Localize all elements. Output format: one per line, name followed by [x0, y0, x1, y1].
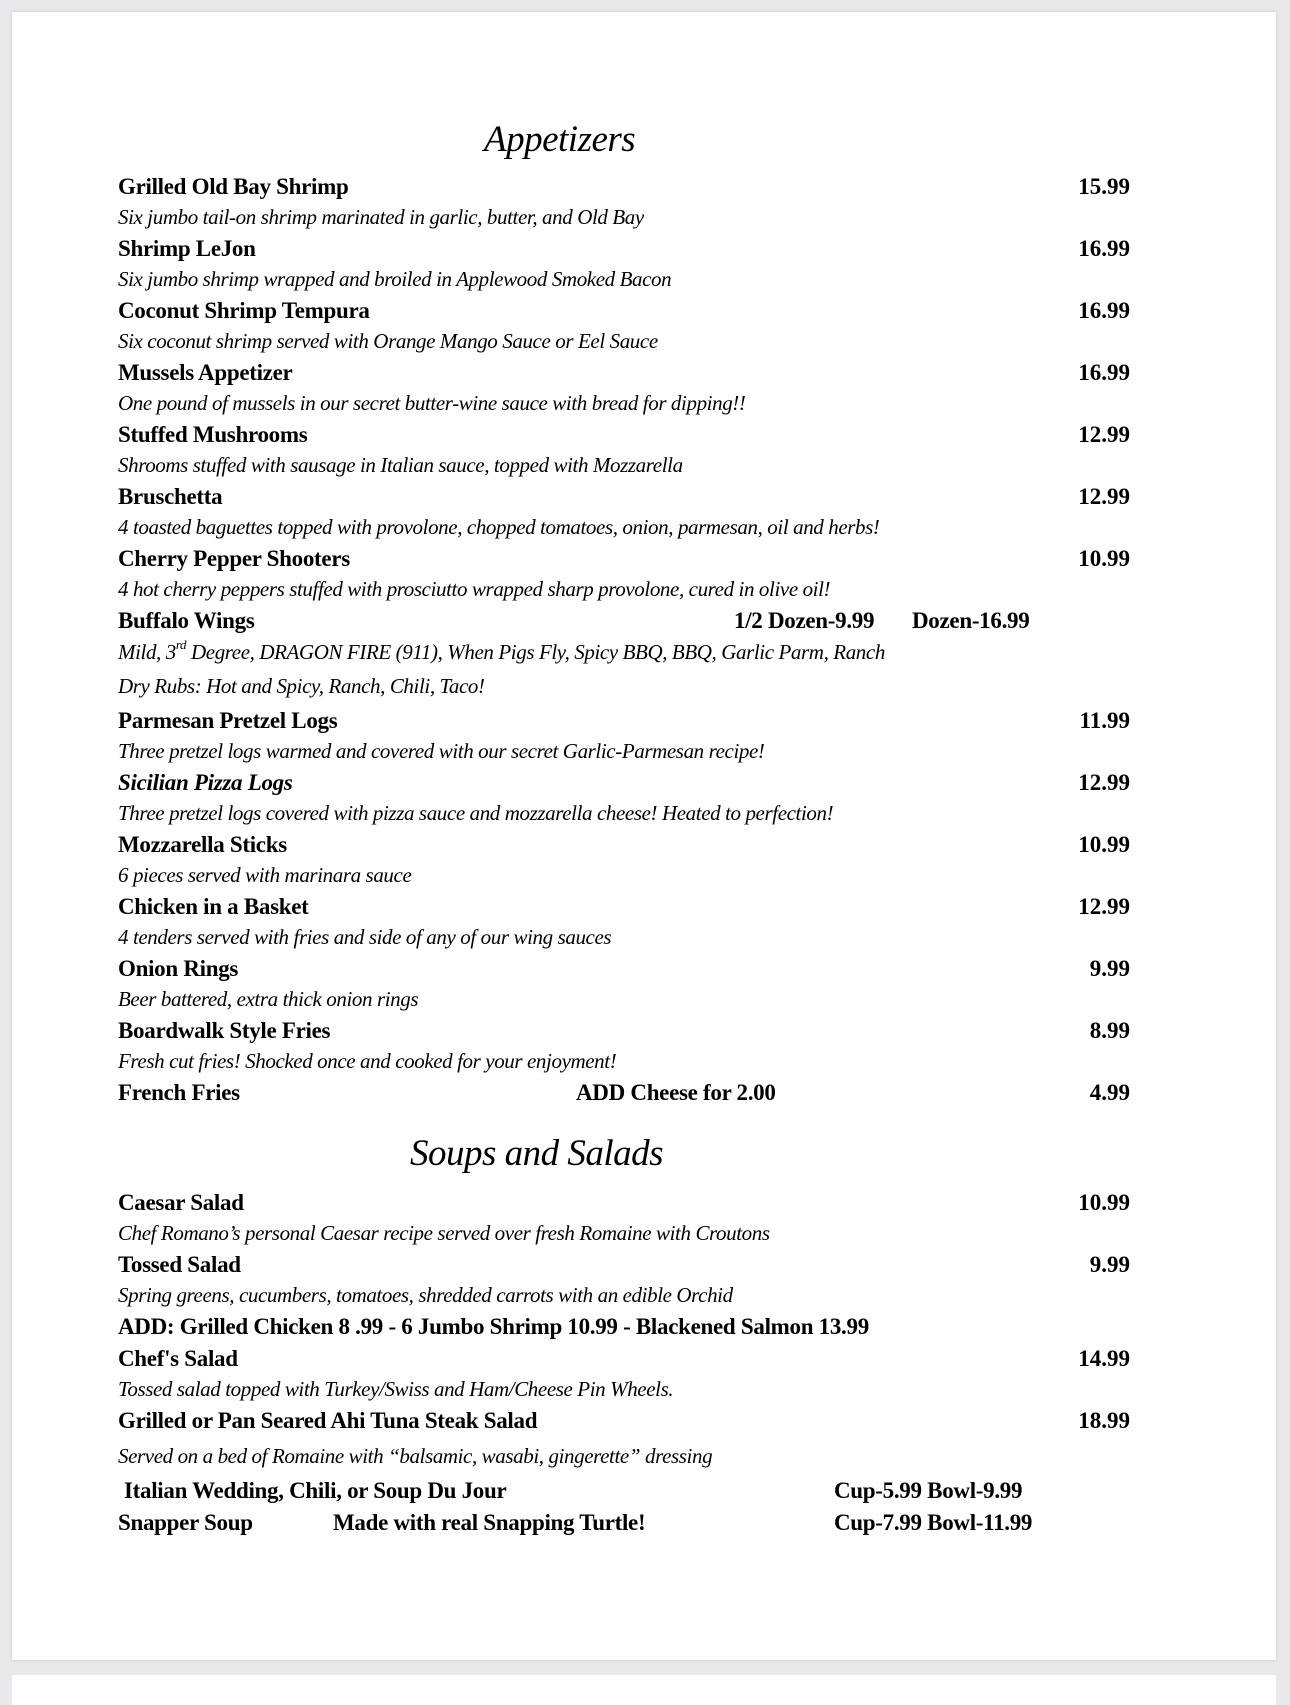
item-description: Three pretzel logs covered with pizza sauce and mozzarella cheese! Heated to perfection!	[118, 801, 834, 825]
item-name: Tossed Salad	[118, 1252, 241, 1277]
item-description: Tossed salad topped with Turkey/Swiss and Ham/Cheese Pin Wheels.	[118, 1377, 674, 1401]
item-price: 12.99	[1078, 484, 1130, 509]
item-price: 14.99	[1078, 1346, 1130, 1371]
item-description: Spring greens, cucumbers, tomatoes, shredded carrots with an edible Orchid	[118, 1283, 733, 1307]
item-name: Mussels Appetizer	[118, 360, 293, 385]
french-fries-addon: ADD Cheese for 2.00	[576, 1080, 776, 1105]
item-price: 11.99	[1079, 708, 1130, 733]
wings-sauces	[118, 637, 885, 665]
item-description: One pound of mussels in our secret butter-wine sauce with bread for dipping!!	[118, 391, 746, 415]
item-name: Chef's Salad	[118, 1346, 238, 1371]
soup-price: Cup-7.99 Bowl-11.99	[834, 1510, 1033, 1535]
wings-dozen-price: Dozen-16.99	[912, 608, 1030, 633]
item-name: Chicken in a Basket	[118, 894, 309, 919]
salad-add-ons: ADD: Grilled Chicken 8 .99 - 6 Jumbo Shrimp 10.99 - Blackened Salmon 13.99	[118, 1314, 869, 1339]
item-description: Beer battered, extra thick onion rings	[118, 987, 419, 1011]
item-name: Bruschetta	[118, 484, 223, 509]
item-description: Six jumbo shrimp wrapped and broiled in Applewood Smoked Bacon	[118, 267, 672, 291]
soups-salads-title: Soups and Salads	[410, 1133, 664, 1174]
item-price: 16.99	[1078, 360, 1130, 385]
item-name: Grilled or Pan Seared Ahi Tuna Steak Salad	[118, 1408, 538, 1433]
item-description: 4 toasted baguettes topped with provolone, chopped tomatoes, onion, parmesan, oil and herbs!	[118, 515, 880, 539]
item-description: Six jumbo tail-on shrimp marinated in garlic, butter, and Old Bay	[118, 205, 644, 229]
item-price: 18.99	[1078, 1408, 1130, 1433]
item-description: 4 tenders served with fries and side of any of our wing sauces	[118, 925, 612, 949]
item-price: 15.99	[1078, 174, 1130, 199]
wings-sauces-text: Degree, DRAGON FIRE (911), When Pigs Fly, Spicy BBQ, BBQ, Garlic Parm, Ranch	[186, 640, 885, 664]
appetizers-title: Appetizers	[484, 119, 636, 160]
item-name: Coconut Shrimp Tempura	[118, 298, 370, 323]
item-name: Sicilian Pizza Logs	[118, 770, 293, 795]
wings-half-dozen-price: 1/2 Dozen-9.99	[734, 608, 875, 633]
item-name: Stuffed Mushrooms	[118, 422, 308, 447]
item-name: Mozzarella Sticks	[118, 832, 287, 857]
item-name: Onion Rings	[118, 956, 239, 981]
item-description: Served on a bed of Romaine with “balsamic, wasabi, gingerette” dressing	[118, 1444, 713, 1468]
item-name: French Fries	[118, 1080, 240, 1105]
wings-dry-rubs: Dry Rubs: Hot and Spicy, Ranch, Chili, Taco!	[118, 674, 485, 698]
item-description: Fresh cut fries! Shocked once and cooked for your enjoyment!	[118, 1049, 617, 1073]
item-description: 6 pieces served with marinara sauce	[118, 863, 412, 887]
soup-name: Snapper Soup	[118, 1510, 253, 1535]
item-description: Chef Romano’s personal Caesar recipe served over fresh Romaine with Croutons	[118, 1221, 770, 1245]
item-price: 12.99	[1078, 422, 1130, 447]
item-price: 8.99	[1089, 1018, 1130, 1043]
item-name: Caesar Salad	[118, 1190, 244, 1215]
soup-price: Cup-5.99 Bowl-9.99	[834, 1478, 1023, 1503]
item-name: Grilled Old Bay Shrimp	[118, 174, 349, 199]
next-page-edge	[12, 1675, 1276, 1705]
item-name: Shrimp LeJon	[118, 236, 256, 261]
item-description: Shrooms stuffed with sausage in Italian sauce, topped with Mozzarella	[118, 453, 683, 477]
item-price: 16.99	[1078, 298, 1130, 323]
item-name: Boardwalk Style Fries	[118, 1018, 331, 1043]
soup-note: Made with real Snapping Turtle!	[333, 1510, 646, 1535]
item-price: 10.99	[1078, 1190, 1130, 1215]
item-price: 10.99	[1078, 832, 1130, 857]
item-price: 12.99	[1078, 770, 1130, 795]
soup-name: Italian Wedding, Chili, or Soup Du Jour	[124, 1478, 507, 1503]
item-name: Cherry Pepper Shooters	[118, 546, 350, 571]
item-description: 4 hot cherry peppers stuffed with prosciutto wrapped sharp provolone, cured in olive oil!	[118, 577, 831, 601]
wings-name: Buffalo Wings	[118, 608, 255, 633]
item-description: Three pretzel logs warmed and covered with our secret Garlic-Parmesan recipe!	[118, 739, 765, 763]
wings-sauces-superscript: rd	[175, 637, 187, 652]
item-name: Parmesan Pretzel Logs	[118, 708, 338, 733]
item-price: 16.99	[1078, 236, 1130, 261]
item-price: 10.99	[1078, 546, 1130, 571]
item-price: 4.99	[1089, 1080, 1130, 1105]
item-description: Six coconut shrimp served with Orange Mango Sauce or Eel Sauce	[118, 329, 658, 353]
menu-page	[12, 12, 1276, 1660]
wings-sauces-text: Mild, 3	[118, 640, 176, 664]
item-price: 9.99	[1089, 1252, 1130, 1277]
item-price: 12.99	[1078, 894, 1130, 919]
item-price: 9.99	[1089, 956, 1130, 981]
